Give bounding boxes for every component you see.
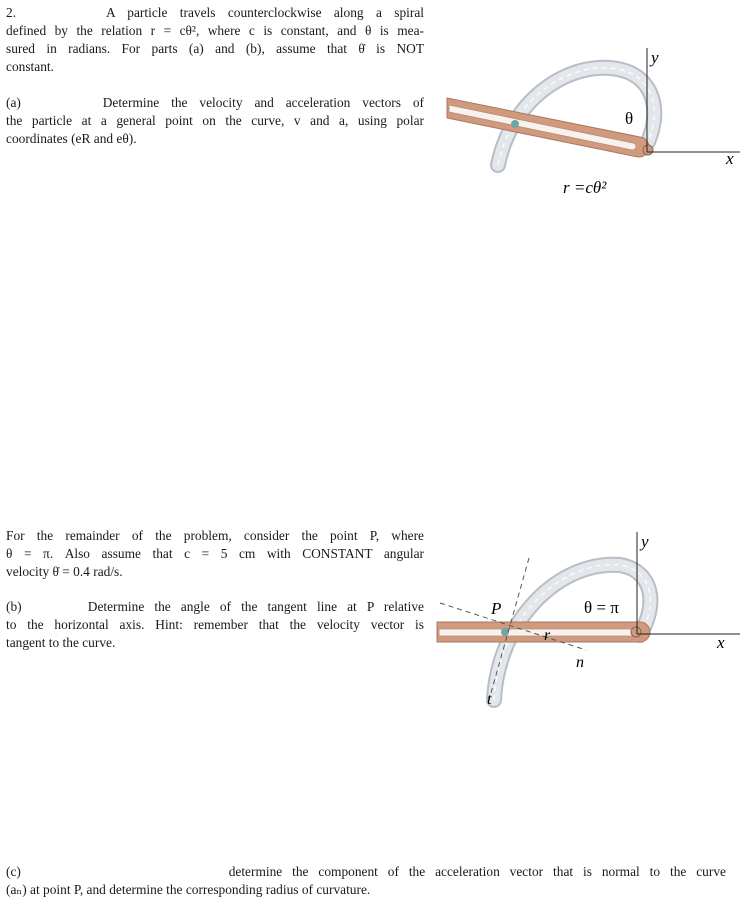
particle [511, 120, 519, 128]
figure-1-spiral [440, 40, 740, 200]
part-a-line-2: the particle at a general point on the curve, v and a, using polar [6, 113, 424, 128]
intro-line-1-text: A particle travels counterclockwise along a spiral [106, 5, 424, 20]
part-c-line-2: (aₙ) at point P, and determine the corresponding radius of curvature. [6, 882, 371, 897]
part-a-line-1 [6, 94, 424, 112]
x-axis-label: x [717, 633, 725, 652]
part-a [6, 94, 424, 148]
pivot [643, 145, 653, 155]
part-b [6, 598, 424, 652]
theta-label: θ [625, 109, 634, 128]
remainder-line-2: θ = π. Also assume that c = 5 cm with CONSTANT angular [6, 546, 424, 561]
remainder-line-1: For the remainder of the problem, consider the point P, where [6, 528, 424, 543]
normal-label: n [576, 654, 584, 671]
part-c [6, 863, 726, 899]
x-axis-label: x [726, 149, 734, 168]
problem-intro [6, 4, 424, 76]
intro-line-3: sured in radians. For parts (a) and (b), assume that θ̇ is NOT [6, 41, 424, 56]
point-p-label: P [491, 599, 502, 618]
part-a-label: (a) [6, 95, 21, 110]
figure-2-point-p [420, 525, 740, 715]
part-b-line-3: tangent to the curve. [6, 635, 116, 650]
radius-label: r [544, 627, 551, 644]
remainder-line-3: velocity θ̇ = 0.4 rad/s. [6, 564, 123, 579]
intro-line-2: defined by the relation r = cθ², where c is constant, and θ is mea- [6, 23, 424, 38]
remainder-statement [6, 527, 424, 581]
part-a-line-3: coordinates (eR and eθ). [6, 131, 137, 146]
part-c-line-1 [6, 863, 726, 881]
tangent-label: t [487, 691, 492, 708]
part-b-label: (b) [6, 599, 22, 614]
theta-pi-label: θ = π [584, 598, 619, 617]
rod-slot [449, 105, 636, 150]
part-c-line-1-text: determine the component of the acceleration vector that is normal to the curve [228, 864, 726, 879]
problem-number: 2. [6, 5, 17, 20]
intro-line-4: constant. [6, 59, 54, 74]
y-axis-label: y [651, 48, 659, 67]
part-b-line-1 [6, 598, 424, 616]
pivot [631, 627, 641, 637]
y-axis-label: y [641, 532, 649, 551]
spiral-equation-caption: r =cθ² [563, 178, 607, 197]
intro-line-1 [6, 4, 424, 22]
part-c-label: (c) [6, 864, 21, 879]
part-b-line-2: to the horizontal axis. Hint: remember that the velocity vector is [6, 617, 424, 632]
part-b-line-1-text: Determine the angle of the tangent line at P relative [87, 599, 425, 614]
part-a-line-1-text: Determine the velocity and acceleration vectors of [102, 95, 425, 110]
